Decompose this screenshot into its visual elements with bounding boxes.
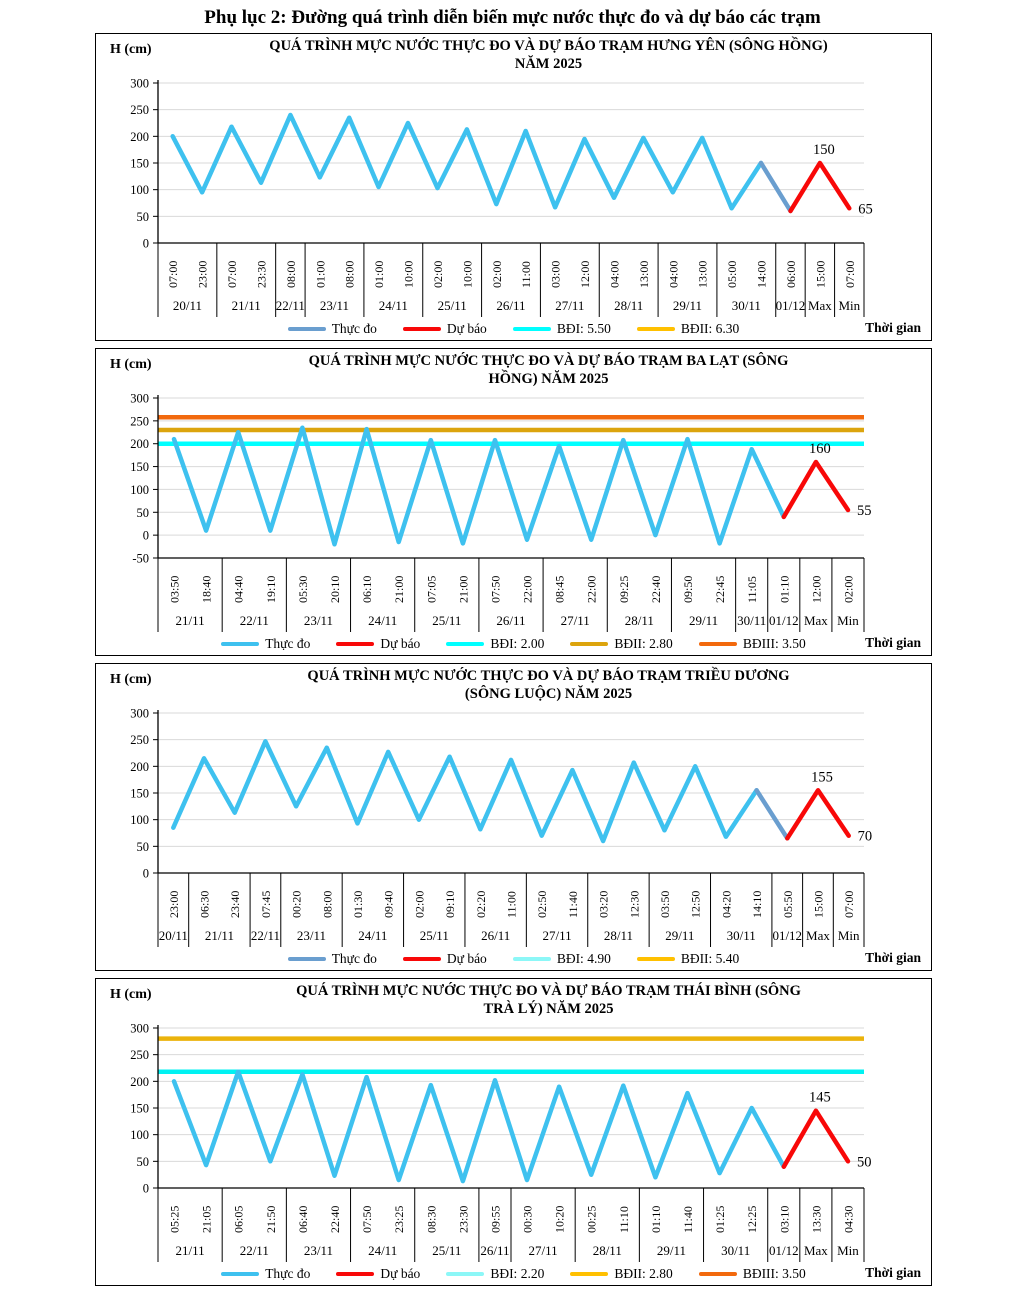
legend-color-chip	[637, 957, 675, 962]
date-label: 25/11	[437, 298, 467, 313]
chart-header	[96, 982, 931, 1020]
time-tick-label: 12:30	[627, 890, 642, 918]
legend-color-chip	[446, 642, 484, 647]
date-label: 29/11	[665, 928, 695, 943]
chart-panel-thai-binh	[95, 978, 932, 1286]
date-label: 24/11	[368, 1243, 398, 1258]
legend-item-label: BĐII: 2.80	[614, 636, 673, 651]
time-tick-label: 07:00	[166, 260, 181, 288]
time-tick-label: 01:25	[713, 1205, 728, 1233]
chart-title-line2: (SÔNG LUỘC) NĂM 2025	[464, 686, 633, 702]
time-tick-label: 13:30	[809, 1205, 824, 1233]
y-tick-label: 150	[130, 460, 149, 475]
legend-color-chip	[513, 327, 551, 332]
legend-color-chip	[403, 327, 441, 332]
date-label: 21/11	[231, 298, 261, 313]
time-tick-label: 05:25	[167, 1205, 182, 1233]
time-tick-label: 01:30	[351, 890, 366, 918]
time-tick-label: 02:00	[430, 260, 445, 288]
chart-panel-trieu-duong	[95, 663, 932, 971]
date-label: Max	[803, 1243, 828, 1258]
legend-item	[403, 951, 487, 967]
legend-item	[699, 1266, 806, 1282]
legend-items	[288, 951, 740, 967]
legend-item	[288, 951, 377, 967]
time-tick-label: 01:00	[372, 260, 387, 288]
date-label: Max	[803, 613, 828, 628]
chart-title-line1: QUÁ TRÌNH MỰC NƯỚC THỰC ĐO VÀ DỰ BÁO TRẠM HƯNG YÊN (SÔNG HỒNG)	[269, 38, 828, 54]
y-tick-label: 0	[142, 236, 149, 251]
time-tick-label: 02:20	[473, 890, 488, 918]
legend-item-label: BĐIII: 3.50	[742, 636, 806, 651]
legend-item-label: BĐII: 5.40	[680, 951, 740, 966]
date-label: 01/12	[768, 613, 799, 628]
time-tick-label: 22:45	[713, 575, 728, 603]
forecast-line	[787, 790, 848, 838]
time-tick-label: 01:10	[777, 575, 792, 603]
legend-item-label: Dự báo	[446, 321, 487, 336]
date-label: 22/11	[275, 298, 305, 313]
y-tick-label: 200	[130, 759, 149, 774]
time-tick-label: 22:00	[520, 575, 535, 603]
date-label: 24/11	[378, 298, 408, 313]
time-axis-label: Thời gian	[865, 1265, 921, 1280]
time-tick-label: 06:10	[360, 575, 375, 603]
time-tick-label: 10:20	[552, 1205, 567, 1233]
y-tick-label: 50	[136, 839, 149, 854]
legend-item-label: BĐII: 2.80	[614, 1266, 673, 1281]
time-tick-label: 23:00	[195, 260, 210, 288]
time-tick-label: 23:25	[392, 1205, 407, 1233]
legend-item-label: BĐI: 2.20	[490, 1266, 545, 1281]
value-annotation: 50	[856, 1154, 872, 1171]
time-tick-label: 07:00	[842, 890, 857, 918]
forecast-line	[784, 1111, 848, 1167]
time-tick-label: 23:30	[456, 1205, 471, 1233]
date-label: 27/11	[528, 1243, 558, 1258]
legend-item-label: BĐII: 6.30	[680, 321, 740, 336]
time-tick-label: 21:00	[392, 575, 407, 603]
date-label: 30/11	[731, 298, 761, 313]
legend-color-chip	[403, 957, 441, 962]
legend-items	[221, 1266, 806, 1282]
chart-title-line2: HỒNG) NĂM 2025	[488, 371, 609, 387]
legend-item-label: BĐI: 5.50	[556, 321, 611, 336]
time-tick-label: 04:40	[231, 575, 246, 603]
time-tick-label: 08:45	[552, 575, 567, 603]
y-tick-label: 200	[130, 1074, 149, 1089]
y-tick-label: 300	[130, 1021, 149, 1036]
time-tick-label: 20:10	[328, 575, 342, 603]
time-tick-label: 12:00	[809, 575, 824, 603]
time-tick-label: 10:00	[401, 260, 416, 288]
time-tick-label: 08:00	[283, 260, 298, 288]
chart-title	[206, 37, 891, 73]
legend-item	[637, 321, 740, 337]
time-tick-label: 03:50	[657, 890, 672, 918]
legend-item-label: Dự báo	[380, 1266, 421, 1281]
time-tick-label: 14:10	[750, 890, 765, 918]
time-tick-label: 09:25	[616, 575, 631, 603]
date-label: 26/11	[496, 613, 526, 628]
date-label: Min	[838, 298, 861, 313]
y-tick-label: 250	[130, 103, 149, 118]
y-tick-label: 100	[130, 1128, 149, 1143]
legend-item	[336, 1266, 420, 1282]
date-label: 25/11	[432, 613, 462, 628]
date-label: 24/11	[358, 928, 388, 943]
observed-line-overlap	[757, 790, 788, 838]
date-label: 29/11	[688, 613, 719, 628]
legend-item	[446, 636, 544, 652]
legend-item-label: Thực đo	[331, 951, 377, 966]
legend-item-label: BĐI: 4.90	[556, 951, 611, 966]
time-tick-label: 10:00	[460, 260, 475, 288]
time-axis-label: Thời gian	[865, 635, 921, 650]
y-tick-label: 50	[136, 1154, 149, 1169]
time-tick-label: 02:00	[841, 575, 856, 603]
time-tick-label: 22:40	[328, 1205, 342, 1233]
time-tick-label: 06:40	[295, 1205, 310, 1233]
time-tick-label: 03:10	[777, 1205, 792, 1233]
y-tick-label: 300	[130, 76, 149, 91]
date-label: 27/11	[560, 613, 590, 628]
y-axis-title: H (cm)	[110, 357, 152, 372]
time-tick-label: 06:30	[197, 890, 212, 918]
date-label: Min	[837, 1243, 859, 1258]
y-tick-label: 50	[136, 209, 149, 224]
date-label: 28/11	[614, 298, 644, 313]
date-label: 01/12	[772, 928, 803, 943]
time-tick-label: 07:05	[424, 575, 439, 603]
date-label: 25/11	[432, 1243, 462, 1258]
date-label: 22/11	[239, 1243, 269, 1258]
date-label: 28/11	[603, 928, 634, 943]
legend-item-label: Dự báo	[380, 636, 421, 651]
time-tick-label: 11:05	[745, 576, 760, 603]
date-label: 20/11	[158, 928, 188, 943]
y-tick-label: 150	[130, 786, 149, 801]
chart-legend	[96, 949, 931, 969]
date-label: 28/11	[624, 613, 654, 628]
time-tick-label: 07:50	[360, 1205, 375, 1233]
y-tick-label: 50	[136, 505, 149, 520]
date-label: 30/11	[737, 613, 767, 628]
value-annotation: 65	[858, 201, 873, 218]
chart-title-line2: NĂM 2025	[514, 56, 583, 72]
date-label: 23/11	[303, 613, 334, 628]
legend-color-chip	[336, 1272, 374, 1277]
y-tick-label: 0	[142, 866, 149, 881]
y-tick-label: 200	[130, 129, 149, 144]
legend-color-chip	[570, 1272, 608, 1277]
time-tick-label: 21:00	[456, 575, 471, 603]
legend-items	[288, 321, 740, 337]
date-label: 26/11	[481, 928, 511, 943]
time-tick-label: 09:10	[443, 890, 458, 918]
y-tick-label: 250	[130, 414, 149, 429]
chart-title-line1: QUÁ TRÌNH MỰC NƯỚC THỰC ĐO VÀ DỰ BÁO TRẠM THÁI BÌNH (SÔNG	[296, 983, 801, 999]
value-annotation: 150	[813, 142, 835, 158]
chart-canvas	[96, 1020, 927, 1264]
date-label: 01/12	[768, 1243, 799, 1258]
chart-header	[96, 37, 931, 75]
date-label: 26/11	[496, 298, 526, 313]
date-label: 25/11	[419, 928, 449, 943]
time-tick-label: 04:00	[607, 260, 622, 288]
time-tick-label: 11:40	[681, 1206, 695, 1233]
time-tick-label: 22:40	[648, 575, 663, 603]
time-axis-label: Thời gian	[865, 950, 921, 965]
legend-color-chip	[446, 1272, 484, 1277]
chart-header	[96, 352, 931, 390]
time-tick-label: 04:30	[841, 1205, 856, 1233]
legend-item	[446, 1266, 544, 1282]
legend-items	[221, 636, 806, 652]
chart-legend	[96, 319, 931, 339]
legend-item	[699, 636, 806, 652]
legend-item-label: Dự báo	[446, 951, 487, 966]
date-label: Max	[806, 928, 830, 943]
time-tick-label: 18:40	[199, 575, 214, 603]
legend-item	[513, 321, 611, 337]
chart-panel-ba-lat	[95, 348, 932, 656]
observed-line	[173, 741, 756, 841]
date-label: 23/11	[319, 298, 350, 313]
legend-item	[570, 1266, 673, 1282]
time-tick-label: 03:20	[596, 890, 611, 918]
legend-color-chip	[699, 1272, 737, 1277]
time-tick-label: 11:00	[504, 891, 519, 918]
date-label: 27/11	[542, 928, 572, 943]
time-tick-label: 02:50	[535, 890, 550, 918]
time-tick-label: 11:40	[565, 891, 580, 918]
forecast-line	[791, 163, 850, 211]
y-axis-title: H (cm)	[110, 672, 152, 687]
observed-line	[173, 115, 761, 208]
time-tick-label: 12:25	[745, 1205, 760, 1233]
date-label: 21/11	[175, 613, 205, 628]
date-label: 21/11	[204, 928, 234, 943]
legend-item	[221, 636, 310, 652]
y-tick-label: 250	[130, 1048, 149, 1063]
time-tick-label: 01:10	[648, 1205, 663, 1233]
time-tick-label: 05:50	[780, 890, 795, 918]
time-tick-label: 22:00	[584, 575, 599, 603]
time-tick-label: 09:55	[488, 1205, 503, 1233]
chart-canvas	[96, 705, 927, 949]
chart-legend	[96, 634, 931, 654]
time-tick-label: 00:20	[289, 890, 304, 918]
legend-item-label: BĐIII: 3.50	[742, 1266, 806, 1281]
time-tick-label: 08:30	[424, 1205, 439, 1233]
time-tick-label: 08:00	[342, 260, 357, 288]
time-tick-label: 06:00	[783, 260, 798, 288]
legend-item	[637, 951, 740, 967]
legend-color-chip	[336, 642, 374, 647]
y-tick-label: 250	[130, 733, 149, 748]
chart-title-line1: QUÁ TRÌNH MỰC NƯỚC THỰC ĐO VÀ DỰ BÁO TRẠM TRIỀU DƯƠNG	[307, 668, 790, 684]
date-label: 27/11	[555, 298, 585, 313]
observed-line-overlap	[761, 163, 791, 211]
time-tick-label: 01:00	[313, 260, 328, 288]
legend-color-chip	[513, 957, 551, 962]
legend-color-chip	[221, 1272, 259, 1277]
observed-line	[174, 1072, 784, 1181]
value-annotation: 145	[808, 1089, 831, 1106]
time-tick-label: 23:30	[254, 260, 269, 288]
y-tick-label: 100	[130, 183, 149, 198]
y-axis-title: H (cm)	[110, 42, 152, 57]
date-label: 22/11	[239, 613, 269, 628]
y-tick-label: 100	[130, 813, 149, 828]
chart-canvas	[96, 75, 927, 319]
time-tick-label: 12:50	[688, 890, 703, 918]
time-tick-label: 05:00	[725, 260, 740, 288]
date-label: 01/12	[775, 298, 806, 313]
chart-title-line2: TRÀ LÝ) NĂM 2025	[483, 1001, 614, 1017]
time-axis-label: Thời gian	[865, 320, 921, 335]
time-tick-label: 07:45	[258, 890, 273, 918]
date-label: 20/11	[172, 298, 202, 313]
legend-color-chip	[221, 642, 259, 647]
time-tick-label: 09:40	[381, 890, 396, 918]
chart-header	[96, 667, 931, 705]
time-tick-label: 21:05	[199, 1205, 214, 1233]
y-axis-title: H (cm)	[110, 987, 152, 1002]
y-tick-label: 150	[130, 1101, 149, 1116]
date-label: 22/11	[250, 928, 281, 943]
y-tick-label: 300	[130, 391, 149, 406]
time-tick-label: 11:00	[519, 261, 534, 288]
time-tick-label: 05:30	[295, 575, 310, 603]
time-tick-label: 03:00	[548, 260, 563, 288]
time-tick-label: 08:00	[320, 890, 335, 918]
value-annotation: 160	[808, 441, 831, 457]
chart-panel-hung-yen	[95, 33, 932, 341]
time-tick-label: 09:50	[681, 575, 695, 603]
time-tick-label: 13:00	[636, 260, 651, 288]
chart-legend	[96, 1264, 931, 1284]
time-tick-label: 21:50	[263, 1205, 278, 1233]
time-tick-label: 15:00	[811, 890, 826, 918]
time-tick-label: 00:25	[584, 1205, 599, 1233]
time-tick-label: 03:50	[167, 575, 182, 603]
time-tick-label: 19:10	[263, 575, 278, 603]
value-annotation: 70	[857, 828, 873, 845]
chart-title	[206, 667, 891, 703]
value-annotation: 55	[856, 503, 872, 519]
legend-item	[288, 321, 377, 337]
legend-color-chip	[288, 957, 326, 962]
y-tick-label: 0	[142, 528, 149, 543]
y-tick-label: 0	[142, 1181, 149, 1196]
time-tick-label: 23:00	[166, 890, 181, 918]
chart-title	[206, 982, 891, 1018]
time-tick-label: 06:05	[231, 1205, 246, 1233]
legend-item	[513, 951, 611, 967]
date-label: 29/11	[672, 298, 703, 313]
date-label: 23/11	[296, 928, 327, 943]
legend-item-label: Thực đo	[331, 321, 377, 336]
date-label: 21/11	[175, 1243, 205, 1258]
date-label: 26/11	[480, 1243, 510, 1258]
legend-color-chip	[288, 327, 326, 332]
chart-title-line1: QUÁ TRÌNH MỰC NƯỚC THỰC ĐO VÀ DỰ BÁO TRẠM BA LẠT (SÔNG	[308, 353, 789, 369]
chart-title	[206, 352, 891, 388]
y-tick-label: 100	[130, 482, 149, 497]
time-tick-label: 04:20	[719, 890, 734, 918]
time-tick-label: 02:00	[489, 260, 504, 288]
time-tick-label: 12:00	[578, 260, 593, 288]
chart-canvas	[96, 390, 927, 634]
time-tick-label: 00:30	[520, 1205, 535, 1233]
time-tick-label: 15:00	[813, 260, 828, 288]
time-tick-label: 13:00	[695, 260, 710, 288]
legend-item	[336, 636, 420, 652]
legend-item-label: Thực đo	[265, 636, 311, 651]
date-label: 29/11	[656, 1243, 687, 1258]
time-tick-label: 14:00	[754, 260, 769, 288]
legend-color-chip	[637, 327, 675, 332]
time-tick-label: 07:00	[225, 260, 240, 288]
value-annotation: 155	[811, 769, 833, 786]
date-label: 23/11	[303, 1243, 334, 1258]
date-label: Min	[837, 613, 859, 628]
y-tick-label: 300	[130, 706, 149, 721]
time-tick-label: 07:00	[842, 260, 857, 288]
date-label: 24/11	[368, 613, 398, 628]
date-label: 30/11	[726, 928, 756, 943]
legend-color-chip	[699, 642, 737, 647]
date-label: Min	[837, 928, 860, 943]
page-title: Phụ lục 2: Đường quá trình diễn biến mực nước thực đo và dự báo các trạm	[204, 7, 821, 28]
legend-item-label: Thực đo	[265, 1266, 311, 1281]
legend-item	[403, 321, 487, 337]
legend-item	[570, 636, 673, 652]
time-tick-label: 02:00	[412, 890, 427, 918]
y-tick-label: 150	[130, 156, 149, 171]
legend-item-label: BĐI: 2.00	[490, 636, 545, 651]
time-tick-label: 07:50	[488, 575, 503, 603]
time-tick-label: 04:00	[666, 260, 681, 288]
date-label: 28/11	[592, 1243, 622, 1258]
legend-item	[221, 1266, 310, 1282]
time-tick-label: 23:40	[228, 890, 243, 918]
y-tick-label: -50	[132, 551, 149, 566]
y-tick-label: 200	[130, 437, 149, 452]
date-label: 30/11	[721, 1243, 751, 1258]
legend-color-chip	[570, 642, 608, 647]
time-tick-label: 11:10	[616, 1206, 631, 1233]
date-label: Max	[807, 298, 832, 313]
